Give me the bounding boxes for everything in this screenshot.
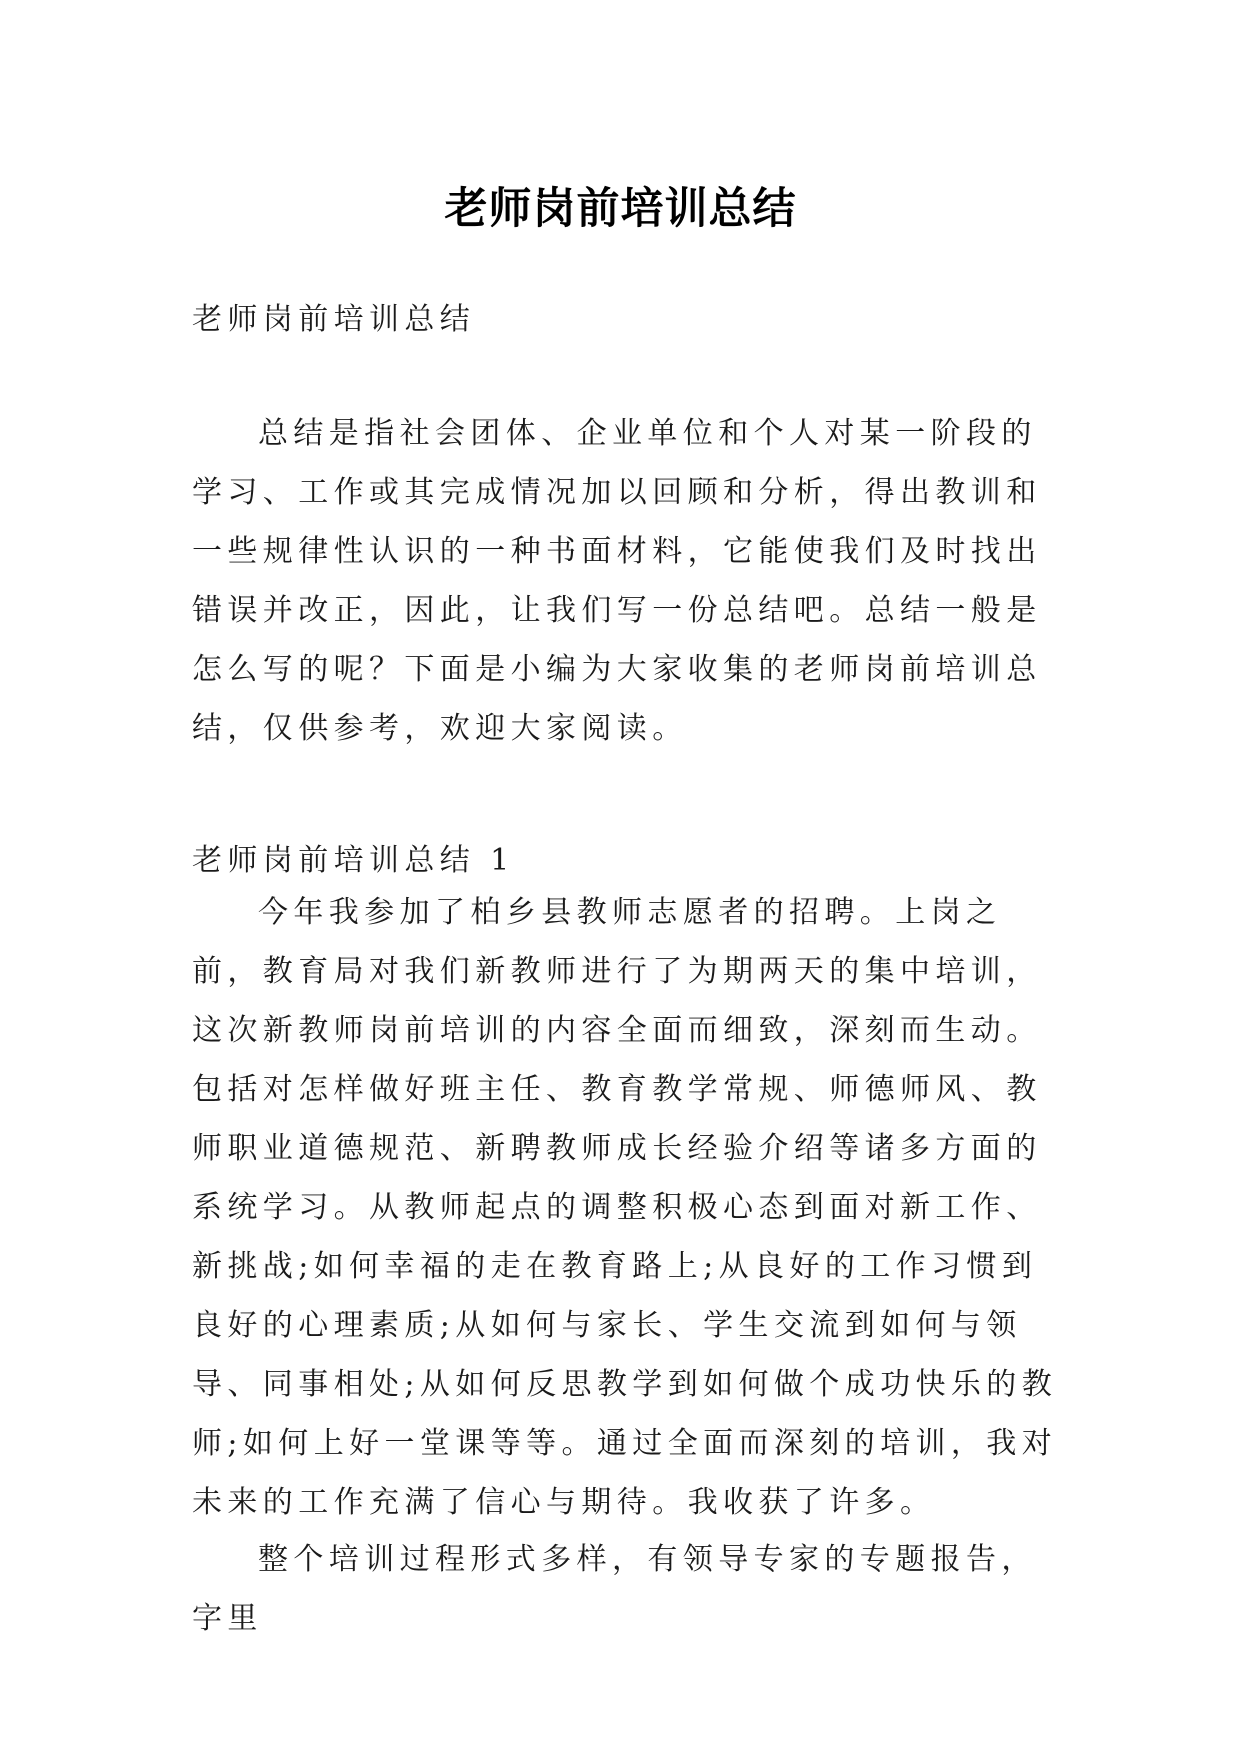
body-paragraph-2: 整个培训过程形式多样，有领导专家的专题报告，字里 bbox=[192, 1542, 1037, 1636]
section-heading: 老师岗前培训总结 1 bbox=[192, 843, 515, 878]
document-title: 老师岗前培训总结 bbox=[444, 183, 797, 234]
document-subtitle: 老师岗前培训总结 bbox=[192, 302, 476, 337]
intro-paragraph: 总结是指社会团体、企业单位和个人对某一阶段的学习、工作或其完成情况加以回顾和分析，得出教训和一些规律性认识的一种书面材料，它能使我们及时找出错误并改正，因此，让我们写一份总结吧。总结一般是怎么写的呢？下面是小编为大家收集的老师岗前培训总结，仅供参考，欢迎大家阅读。 bbox=[192, 416, 1042, 746]
body-paragraph-1: 今年我参加了柏乡县教师志愿者的招聘。上岗之前，教育局对我们新教师进行了为期两天的集中培训，这次新教师岗前培训的内容全面而细致，深刻而生动。包括对怎样做好班主任、教育教学常规、师德师风、教师职业道德规范、新聘教师成长经验介绍等诸多方面的系统学习。从教师起点的调整积极心态到面对新工作、新挑战;如何幸福的走在教育路上;从良好的工作习惯到良好的心理素质;从如何与家长、学生交流到如何与领导、同事相处;从如何反思教学到如何做个成功快乐的教师;如何上好一堂课等等。通过全面而深刻的培训，我对未来的工作充满了信心与期待。我收获了许多。 bbox=[192, 895, 1058, 1520]
